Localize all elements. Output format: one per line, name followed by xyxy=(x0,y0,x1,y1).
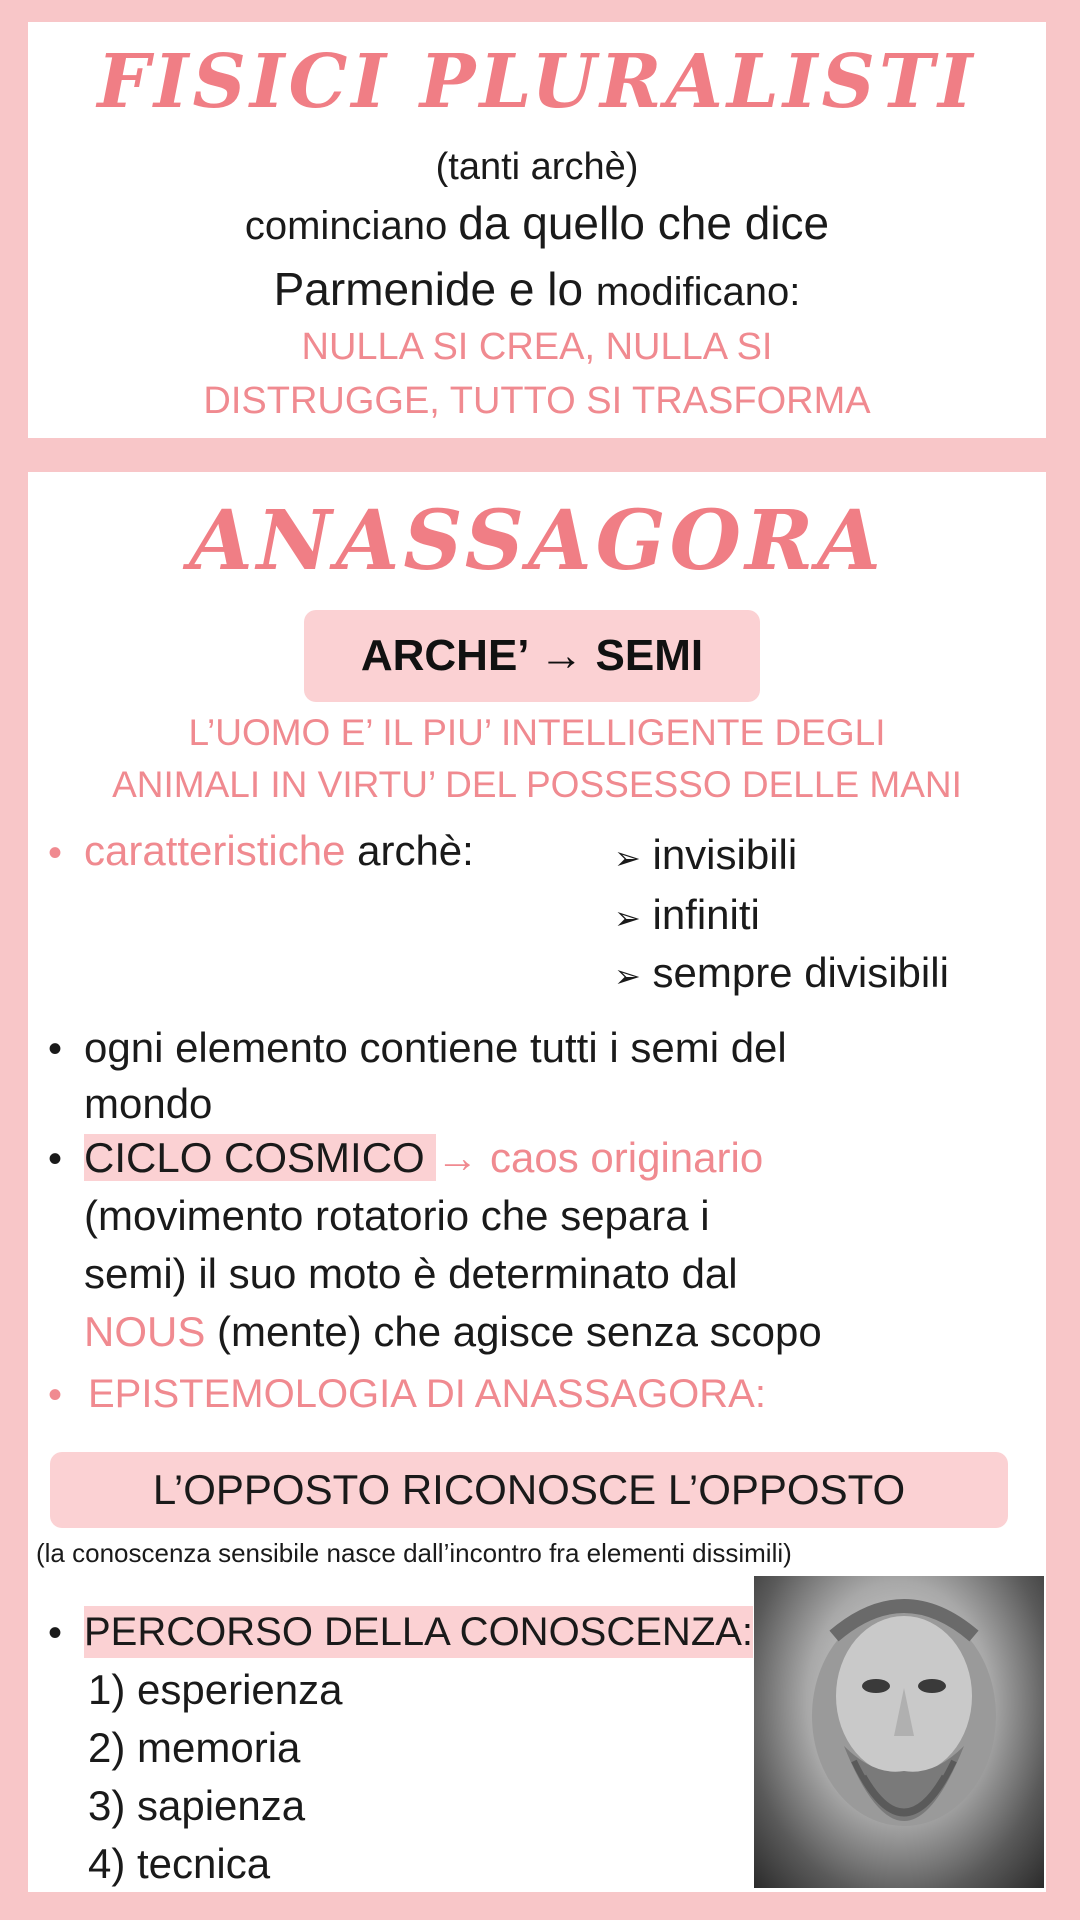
text-line-1 xyxy=(28,194,1046,264)
title-fisici-pluralisti: FISICI PLURALISTI xyxy=(97,39,977,125)
step-tecnica: 4) tecnica xyxy=(88,1840,271,1887)
caratteristiche-arche: archè: xyxy=(345,827,474,874)
text-line-2 xyxy=(28,260,1046,330)
arche-semi-label: ARCHE’ → SEMI xyxy=(360,631,704,680)
text-cominciano: cominciano xyxy=(244,204,459,248)
anaxagoras-bust-photo xyxy=(754,1576,1044,1888)
ciclo-cosmico-line xyxy=(84,1132,763,1184)
feature-marker-icon: ➢ xyxy=(614,900,641,936)
caos-originario: → caos originario xyxy=(436,1134,764,1181)
text-ogni-elemento-2: mondo xyxy=(84,1080,213,1127)
card-fisici-pluralisti xyxy=(28,22,1046,438)
feature-label: invisibili xyxy=(652,831,798,878)
feature-label: infiniti xyxy=(652,891,760,938)
quote-line-2: ANIMALI IN VIRTU’ DEL POSSESSO DELLE MANI xyxy=(112,764,962,805)
text-ogni-elemento-1: ogni elemento contiene tutti i semi del xyxy=(84,1024,787,1071)
step-esperienza: 1) esperienza xyxy=(88,1666,343,1713)
text-semi-moto: semi) il suo moto è determinato dal xyxy=(84,1250,738,1297)
bust-illustration xyxy=(754,1576,1044,1888)
title-anassagora: ANASSAGORA xyxy=(189,493,885,589)
bullet-ciclo-cosmico: • xyxy=(48,1137,63,1181)
nous-line xyxy=(84,1306,822,1358)
text-modificano: modificano: xyxy=(595,270,801,314)
feature-item xyxy=(614,830,797,883)
text-movimento: (movimento rotatorio che separa i xyxy=(84,1192,710,1239)
text-nulla-si-crea: NULLA SI CREA, NULLA SI xyxy=(301,326,773,368)
feature-item xyxy=(614,890,760,943)
arche-semi-box xyxy=(304,610,760,702)
text-da-quello: da quello che dice xyxy=(458,197,830,249)
feature-marker-icon: ➢ xyxy=(614,840,641,876)
text-distrugge: DISTRUGGE, TUTTO SI TRASFORMA xyxy=(203,380,871,422)
opposto-text: L’OPPOSTO RICONOSCE L’OPPOSTO xyxy=(152,1466,906,1513)
bullet-ogni-elemento: • xyxy=(48,1027,63,1071)
quote-line-1: L’UOMO E’ IL PIU’ INTELLIGENTE DEGLI xyxy=(188,712,886,753)
feature-item xyxy=(614,948,949,1001)
step-sapienza: 3) sapienza xyxy=(88,1782,306,1829)
nous-rest: (mente) che agisce senza scopo xyxy=(205,1308,822,1355)
caratteristiche-label xyxy=(84,826,474,876)
feature-label: sempre divisibili xyxy=(652,949,949,996)
note-conoscenza: (la conoscenza sensibile nasce dall’incontro fra elementi dissimili) xyxy=(36,1538,792,1568)
step-memoria: 2) memoria xyxy=(88,1724,301,1771)
feature-marker-icon: ➢ xyxy=(614,958,641,994)
text-parmenide: Parmenide e lo xyxy=(273,263,596,315)
bullet-percorso: • xyxy=(48,1611,63,1655)
percorso-heading: PERCORSO DELLA CONOSCENZA: xyxy=(84,1606,753,1658)
opposto-box xyxy=(50,1452,1008,1528)
bullet-epistemologia: • xyxy=(48,1373,63,1417)
ciclo-cosmico-highlight: CICLO COSMICO xyxy=(84,1134,437,1181)
epistemologia-heading: EPISTEMOLOGIA DI ANASSAGORA: xyxy=(88,1372,766,1416)
nous-label: NOUS xyxy=(84,1308,206,1355)
bullet-caratteristiche: • xyxy=(48,831,63,875)
subtitle-tanti-arche: (tanti archè) xyxy=(435,146,639,188)
caratteristiche-pink: caratteristiche xyxy=(84,827,346,874)
